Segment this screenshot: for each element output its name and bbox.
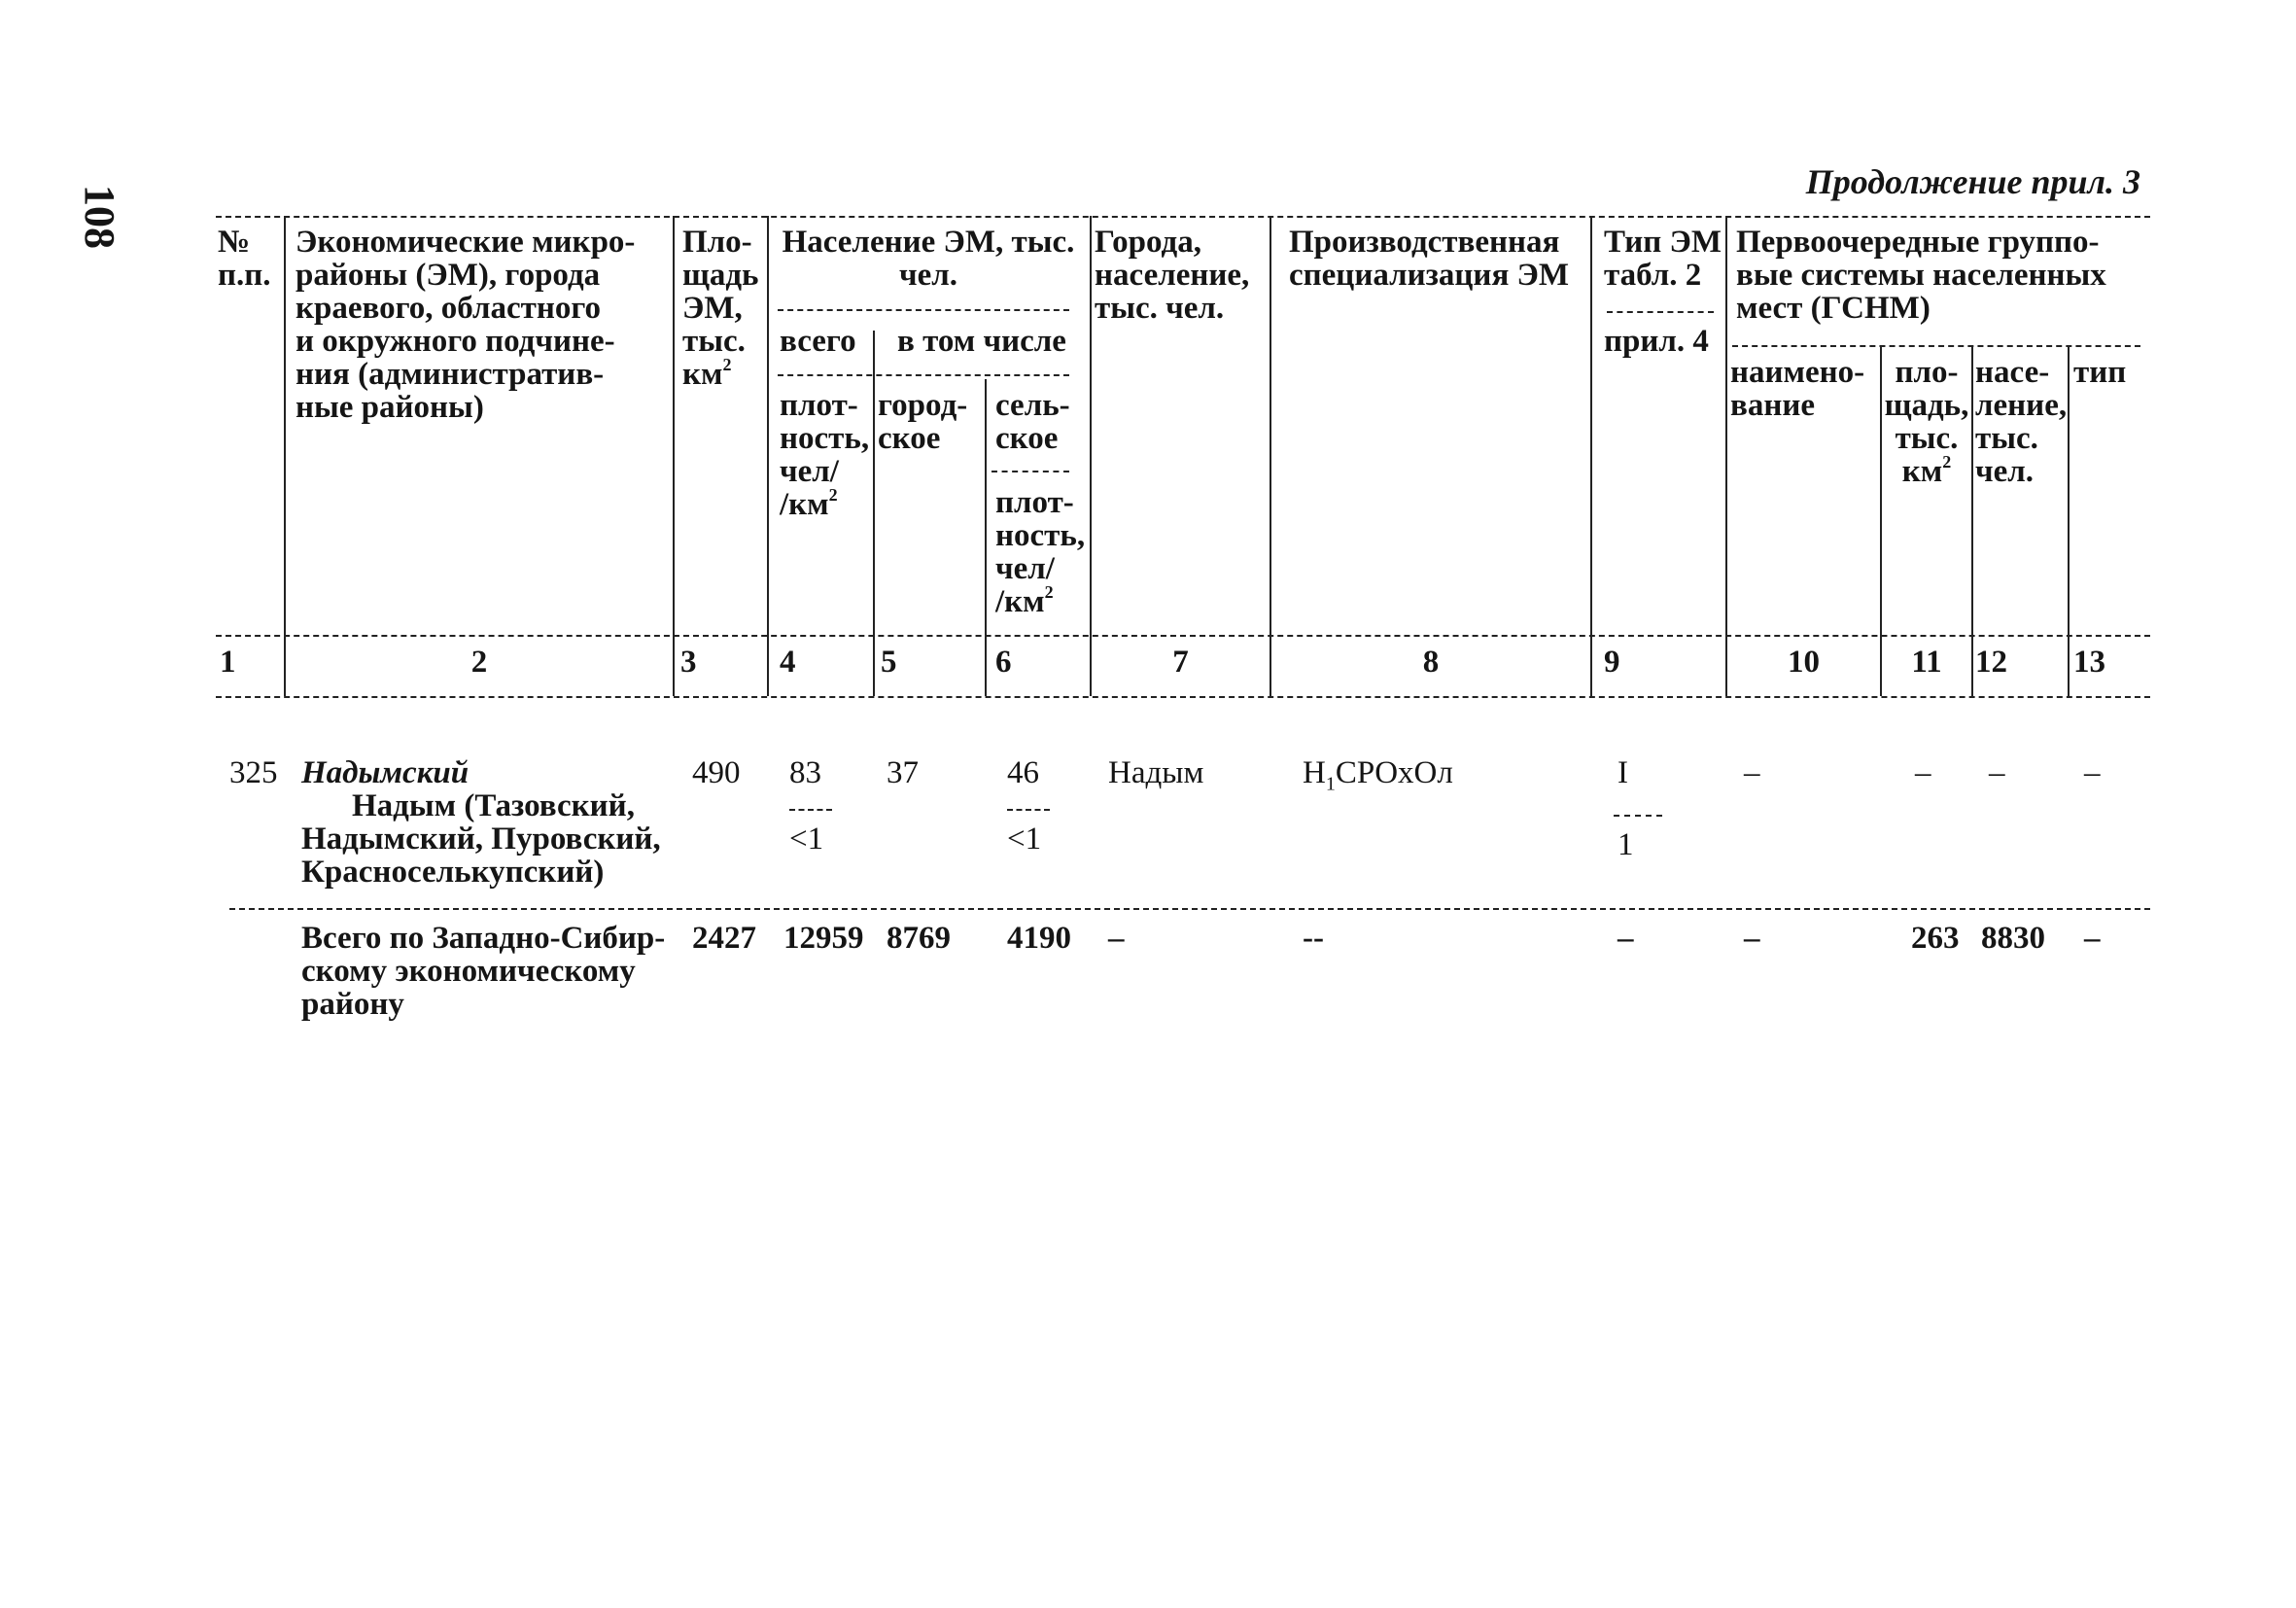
- header-c6-sub-line: плот-: [995, 485, 1074, 520]
- header-c7-line: население,: [1095, 258, 1250, 293]
- header-c11-line: щадь,: [1884, 388, 1969, 423]
- total-c13: –: [2084, 921, 2101, 956]
- header-c9-line: Тип ЭМ: [1604, 225, 1722, 260]
- header-c3-unit: $км^2$: [682, 355, 732, 392]
- row-number: 325: [229, 755, 278, 790]
- city-name: Надым: [1108, 755, 1204, 790]
- col-number: 5: [881, 645, 897, 680]
- col-divider: [284, 216, 286, 696]
- total-c8: --: [1303, 921, 1324, 956]
- header-c3-line: щадь: [682, 258, 759, 293]
- total-c9: –: [1618, 921, 1634, 956]
- urban-population: 37: [887, 755, 919, 790]
- col-number: 10: [1788, 645, 1820, 680]
- col-number: 2: [470, 645, 488, 680]
- header-c12-line: ление,: [1975, 388, 2068, 423]
- header-c2-line: районы (ЭМ), города: [296, 258, 601, 293]
- header-c6-line: ское: [995, 421, 1059, 456]
- colnum-bottom-rule: [216, 696, 2150, 698]
- col-number: 4: [780, 645, 796, 680]
- header-gsnm-line: мест (ГСНМ): [1736, 291, 1931, 326]
- gsnm-type: –: [2084, 755, 2101, 790]
- header-c11-line: тыс.: [1895, 421, 1959, 456]
- header-c3-line: ЭМ,: [682, 291, 743, 326]
- header-total-label: всего: [780, 324, 856, 359]
- header-c10-line: наимено-: [1730, 355, 1865, 390]
- header-c11-line: пло-: [1895, 355, 1959, 390]
- col-number: 6: [995, 645, 1012, 680]
- header-c8-line: Производственная: [1289, 225, 1560, 260]
- region-name: Надымский: [301, 755, 470, 790]
- header-c8-line: специализация ЭМ: [1289, 258, 1570, 293]
- header-bottom-rule: [216, 635, 2150, 637]
- area-value: 490: [692, 755, 741, 790]
- total-label-line: скому экономическому: [301, 954, 636, 989]
- col-divider: [673, 216, 675, 696]
- header-gsnm-line: Первоочередные группо-: [1736, 225, 2100, 260]
- header-c12-line: чел.: [1975, 454, 2035, 489]
- header-population-group: чел.: [898, 258, 958, 293]
- header-c9-bottom: прил. 4: [1604, 324, 1709, 359]
- total-population: 83: [789, 755, 821, 790]
- header-including-label: в том числе: [897, 324, 1066, 359]
- header-c13-line: тип: [2073, 355, 2127, 390]
- header-c1-line: №: [218, 225, 251, 260]
- header-c6-sub-line: чел/: [995, 551, 1055, 586]
- continuation-label: Продолжение прил. 3: [1805, 162, 2140, 201]
- header-c2-line: и окружного подчине-: [296, 324, 615, 359]
- header-gsnm-line: вые системы населенных: [1736, 258, 2106, 293]
- col-divider: [1090, 216, 1092, 696]
- col-number: 1: [220, 645, 236, 680]
- header-c6-line: сель-: [995, 388, 1070, 423]
- header-c12-line: насе-: [1975, 355, 2050, 390]
- rural-population: 46: [1007, 755, 1039, 790]
- header-c2-line: ния (административ-: [296, 357, 605, 392]
- total-c10: –: [1744, 921, 1760, 956]
- header-population-group: Население ЭМ, тыс.: [782, 225, 1075, 260]
- total-c7: –: [1108, 921, 1125, 956]
- total-population: 12959: [783, 921, 864, 956]
- total-separator-rule: [229, 908, 2150, 910]
- header-c5-line: ское: [878, 421, 941, 456]
- fraction-bar: [789, 809, 832, 811]
- header-subrule: [778, 309, 1069, 311]
- fraction-bar: [1007, 809, 1050, 811]
- col-number: 9: [1604, 645, 1620, 680]
- region-sub-line: Надымский, Пуровский,: [301, 821, 661, 856]
- col-divider: [1971, 345, 1973, 696]
- col-number: 11: [1911, 645, 1942, 680]
- table-top-rule: [216, 216, 2150, 218]
- header-subrule: [991, 471, 1069, 472]
- header-c6-sub-line: ность,: [995, 518, 1086, 553]
- header-c7-line: Города,: [1095, 225, 1201, 260]
- col-number: 3: [680, 645, 697, 680]
- total-label-line: Всего по Западно-Сибир-: [301, 921, 666, 956]
- col-divider: [767, 216, 769, 696]
- col-number: 7: [1172, 645, 1189, 680]
- total-gsnm-population: 8830: [1981, 921, 2045, 956]
- rural-density: <1: [1007, 821, 1042, 856]
- header-c9-line: табл. 2: [1604, 258, 1702, 293]
- col-divider: [1590, 216, 1592, 696]
- em-type: I: [1618, 755, 1628, 790]
- total-gsnm-area: 263: [1911, 921, 1960, 956]
- em-type-app: 1: [1618, 827, 1634, 862]
- gsnm-name: –: [1744, 755, 1760, 790]
- header-c7-line: тыс. чел.: [1095, 291, 1225, 326]
- header-c4-sub-line: чел/: [780, 454, 839, 489]
- header-c4-sub-line: плот-: [780, 388, 858, 423]
- header-c12-line: тыс.: [1975, 421, 2038, 456]
- header-c4-unit: $/км^2$: [780, 485, 838, 522]
- total-rural: 4190: [1007, 921, 1071, 956]
- header-subrule: [778, 374, 1069, 376]
- header-c3-line: Пло-: [682, 225, 752, 260]
- col-divider: [1725, 216, 1727, 696]
- header-c1-line: п.п.: [218, 258, 271, 293]
- header-subrule: [1607, 311, 1714, 313]
- page-number: 108: [76, 185, 123, 249]
- gsnm-population: –: [1989, 755, 2005, 790]
- header-c2-line: ные районы): [296, 390, 484, 425]
- header-c3-line: тыс.: [682, 324, 746, 359]
- col-number: 12: [1975, 645, 2007, 680]
- specialization: $H_1CPOxOл$: [1303, 755, 1453, 795]
- header-c2-line: Экономические микро-: [296, 225, 636, 260]
- total-label-line: району: [301, 987, 404, 1022]
- col-divider: [985, 379, 987, 696]
- col-number: 8: [1422, 645, 1440, 680]
- fraction-bar: [1614, 815, 1662, 817]
- header-c10-line: вание: [1730, 388, 1815, 423]
- col-divider: [873, 331, 875, 696]
- header-c11-unit: $км^2$: [1901, 452, 1952, 489]
- header-c6-unit: $/км^2$: [995, 582, 1054, 619]
- col-divider: [2068, 345, 2070, 696]
- region-sub-line: Надым (Тазовский,: [352, 788, 635, 823]
- col-divider: [1270, 216, 1271, 696]
- total-urban: 8769: [887, 921, 951, 956]
- header-c4-sub-line: ность,: [780, 421, 870, 456]
- col-number: 13: [2073, 645, 2105, 680]
- region-sub-line: Красноселькупский): [301, 855, 605, 890]
- header-subrule: [1732, 345, 2140, 347]
- gsnm-area: –: [1915, 755, 1931, 790]
- total-area: 2427: [692, 921, 756, 956]
- total-density: <1: [789, 821, 824, 856]
- header-c5-line: город-: [878, 388, 968, 423]
- header-c2-line: краевого, областного: [296, 291, 601, 326]
